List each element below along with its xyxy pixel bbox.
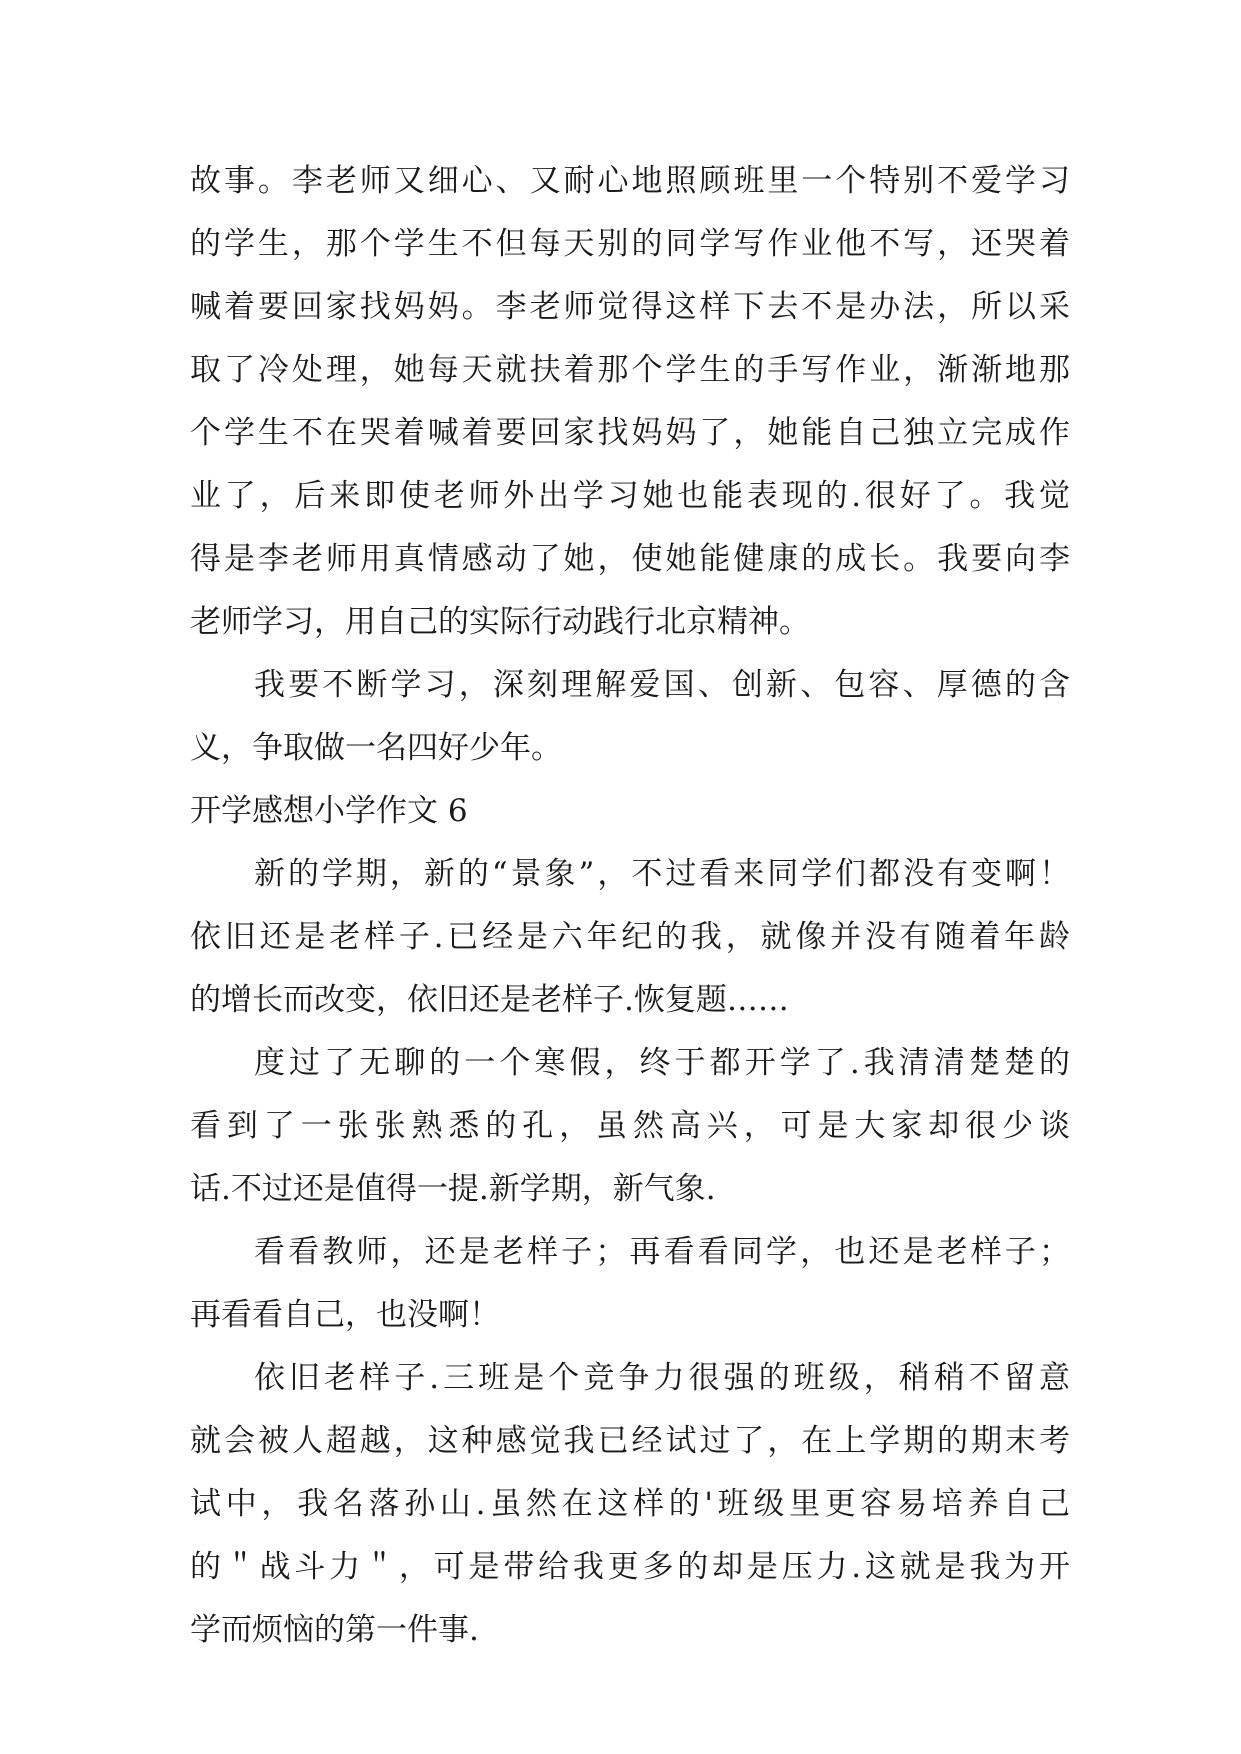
paragraph [190, 1347, 1070, 1662]
text-line: 依旧老样子.三班是个竞争力很强的班级，稍稍不留意 [254, 1360, 1070, 1396]
document-page [190, 150, 1070, 1662]
paragraph [190, 654, 1070, 780]
section-heading: 开学感想小学作文 6 [190, 793, 468, 829]
text-line: 的＂战斗力＂，可是带给我更多的却是压力.这就是我为开 [190, 1549, 1070, 1585]
text-line: 得是李老师用真情感动了她，使她能健康的成长。我要向李 [190, 541, 1070, 577]
text-line: 义，争取做一名四好少年。 [190, 730, 562, 766]
text-line: 业了，后来即使老师外出学习她也能表现的.很好了。我觉 [190, 478, 1070, 514]
text-line: 新的学期，新的“景象”，不过看来同学们都没有变啊！ [254, 856, 1070, 892]
text-line: 依旧还是老样子.已经是六年纪的我，就像并没有随着年龄 [190, 919, 1070, 955]
text-line: 度过了无聊的一个寒假，终于都开学了.我清清楚楚的 [254, 1045, 1070, 1081]
text-line: 就会被人超越，这种感觉我已经试过了，在上学期的期末考 [190, 1423, 1070, 1459]
paragraph [190, 150, 1070, 654]
text-line: 学而烦恼的第一件事. [190, 1612, 479, 1648]
text-line: 喊着要回家找妈妈。李老师觉得这样下去不是办法，所以采 [190, 289, 1070, 325]
text-line: 试中，我名落孙山.虽然在这样的'班级里更容易培养自己 [190, 1486, 1070, 1522]
paragraph [190, 1221, 1070, 1347]
paragraph [190, 1032, 1070, 1221]
text-line: 再看看自己，也没啊！ [190, 1297, 500, 1333]
text-line: 的学生，那个学生不但每天别的同学写作业他不写，还哭着 [190, 226, 1070, 262]
text-line: 话.不过还是值得一提.新学期，新气象. [190, 1171, 716, 1207]
text-line: 老师学习，用自己的实际行动践行北京精神。 [190, 604, 810, 640]
text-line: 看到了一张张熟悉的孔，虽然高兴，可是大家却很少谈 [190, 1108, 1070, 1144]
text-line: 故事。李老师又细心、又耐心地照顾班里一个特别不爱学习 [190, 163, 1070, 199]
text-line: 取了冷处理，她每天就扶着那个学生的手写作业，渐渐地那 [190, 352, 1070, 388]
text-line: 个学生不在哭着喊着要回家找妈妈了，她能自己独立完成作 [190, 415, 1070, 451]
text-line: 看看教师，还是老样子；再看看同学，也还是老样子； [254, 1234, 1070, 1270]
paragraph [190, 843, 1070, 1032]
text-line: 我要不断学习，深刻理解爱国、创新、包容、厚德的含 [254, 667, 1070, 703]
text-line: 的增长而改变，依旧还是老样子.恢复题…… [190, 982, 789, 1018]
